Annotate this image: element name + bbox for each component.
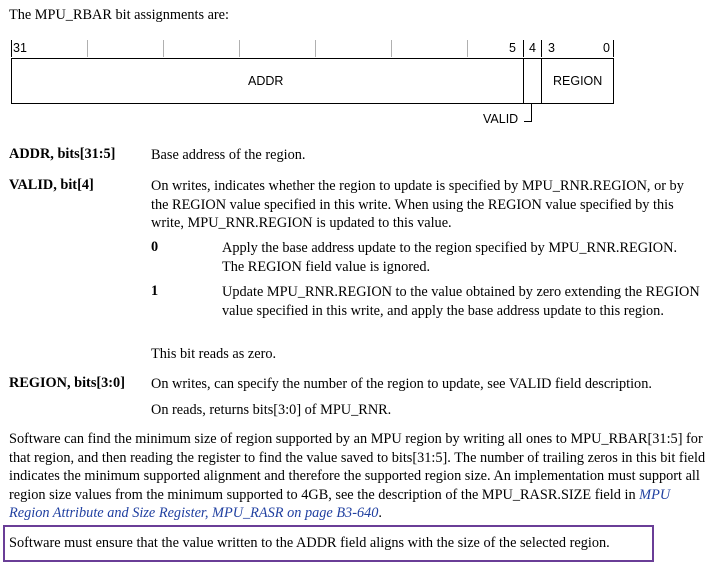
bit-3-label: 3 [548, 41, 555, 55]
valid-note: This bit reads as zero. [151, 346, 277, 362]
valid-leader-line [531, 104, 532, 122]
bit-0-label: 0 [603, 41, 610, 55]
field-divider [541, 58, 542, 104]
region-field-label: REGION [553, 74, 603, 88]
tick-mark [239, 40, 240, 57]
field-term-valid: VALID, bit[4] [9, 177, 94, 193]
field-desc-region-reads: On reads, returns bits[3:0] of MPU_RNR. [151, 402, 392, 418]
tick-mark [391, 40, 392, 57]
valid-field-label: VALID [483, 112, 519, 126]
intro-text: The MPU_RBAR bit assignments are: [9, 7, 230, 23]
highlight-text: Software must ensure that the value written to the ADDR field aligns with the size of the selected region. [9, 535, 610, 551]
tick-mark [315, 40, 316, 57]
tick-mark [87, 40, 88, 57]
tick-mark [467, 40, 468, 57]
field-term-addr: ADDR, bits[31:5] [9, 146, 116, 162]
paragraph-text: Software can find the minimum size of region supported by an MPU region by writing all ones to MPU_RBAR[31:5] for that region, and then reading the register to find the value saved to bits[31:5]. The number of trailing zeros in this bit field indicates the minimum supported alignment and therefore the supported region size. An implementation must support all region size values from the minimum supported to 4GB, see the description of the MPU_RASR.SIZE field in [9, 431, 706, 503]
field-term-region: REGION, bits[3:0] [9, 375, 125, 391]
valid-value-1: 1 [151, 283, 159, 299]
body-paragraph [9, 430, 709, 523]
valid-value-1-desc: Update MPU_RNR.REGION to the value obtained by zero extending the REGION value specified in this write, and apply the base address update to this region. [222, 284, 700, 319]
tick-mark [163, 40, 164, 57]
tick-mark [523, 40, 524, 57]
field-divider [523, 58, 524, 104]
field-desc-addr: Base address of the region. [151, 147, 306, 163]
field-desc-valid: On writes, indicates whether the region to update is specified by MPU_RNR.REGION, or by the REGION value specified in this write. When using the REGION value specified by this write, MPU_RNR.REGION is updated to this value. [151, 178, 684, 231]
tick-mark [541, 40, 542, 57]
valid-value-0-desc: Apply the base address update to the region specified by MPU_RNR.REGION. The REGION field value is ignored. [222, 240, 678, 275]
field-desc-region: On writes, can specify the number of the region to update, see VALID field description. [151, 376, 652, 392]
tick-mark [11, 40, 12, 57]
paragraph-end: . [378, 505, 382, 521]
valid-leader-line [524, 121, 532, 122]
bit-5-label: 5 [509, 41, 516, 55]
highlight-box [3, 525, 654, 562]
valid-value-0: 0 [151, 239, 159, 255]
addr-field-label: ADDR [248, 74, 284, 88]
mpu-rasr-link[interactable]: MPU Region Attribute and Size Register, MPU_RASR on page B3-640 [9, 486, 671, 521]
bit-31-label: 31 [13, 41, 27, 55]
bit-4-label: 4 [529, 41, 536, 55]
tick-mark [613, 40, 614, 57]
